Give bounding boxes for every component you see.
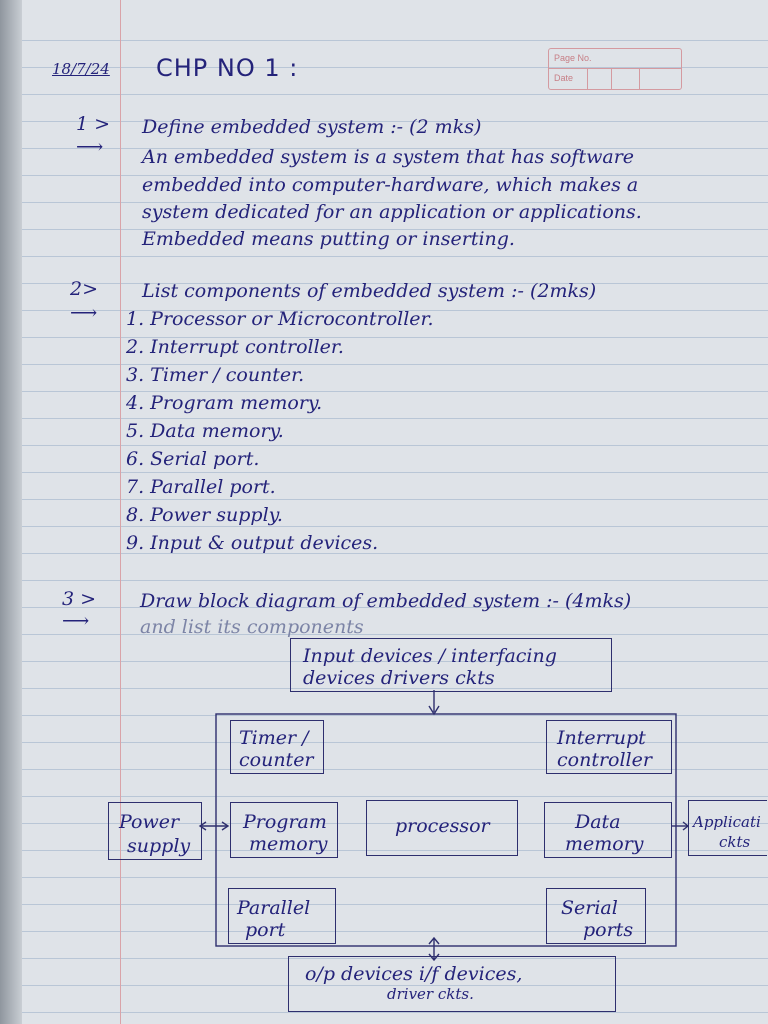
q3-number: 3 > (62, 588, 97, 610)
timer-counter-block (230, 720, 324, 774)
input-block-text: Input devices / interfacing (303, 645, 557, 667)
data-block-text: memory (565, 833, 644, 855)
q1-answer-line: embedded into computer-hardware, which makes a (142, 174, 639, 196)
data-memory-block (544, 802, 672, 858)
q1-arrow: ⟶ (76, 136, 104, 158)
q3-arrow: ⟶ (62, 610, 90, 632)
q2-list-item: 3. Timer / counter. (126, 364, 305, 386)
chapter-title: CHP NO 1 : (156, 54, 299, 82)
parallel-block-text: port (245, 919, 286, 941)
power-block-text: supply (127, 835, 191, 857)
output-devices-block (288, 956, 616, 1012)
output-block-text: o/p devices i/f devices, (305, 963, 523, 985)
q2-question: List components of embedded system :- (2mks) (142, 280, 597, 302)
page-no-label: Page No. (554, 53, 592, 63)
input-devices-block (290, 638, 612, 692)
timer-block-text: Timer / (239, 727, 309, 749)
date-label: Date (554, 73, 574, 83)
q3-question: Draw block diagram of embedded system :- (4mks) (140, 590, 632, 612)
q2-number: 2> (70, 278, 99, 300)
application-ckts-block (688, 800, 767, 856)
q2-list-item: 8. Power supply. (126, 504, 283, 526)
program-block-text: Program (243, 811, 327, 833)
q2-list-item: 5. Data memory. (126, 420, 284, 442)
date-note: 18/7/24 (52, 60, 110, 78)
input-block-text: devices drivers ckts (303, 667, 495, 689)
interrupt-controller-block (546, 720, 672, 774)
interrupt-block-text: controller (557, 749, 652, 771)
parallel-port-block (228, 888, 336, 944)
q1-answer-line: system dedicated for an application or applications. (142, 201, 642, 223)
q2-arrow: ⟶ (70, 302, 98, 324)
timer-block-text: counter (239, 749, 314, 771)
app-block-text: ckts (719, 833, 751, 851)
q2-list-item: 9. Input & output devices. (126, 532, 379, 554)
app-block-text: Applicati (693, 813, 761, 831)
q1-number: 1 > (76, 113, 111, 135)
q2-list-item: 2. Interrupt controller. (126, 336, 344, 358)
processor-block-text: processor (395, 815, 490, 837)
q1-answer-line: An embedded system is a system that has software (142, 146, 635, 168)
interrupt-block-text: Interrupt (557, 727, 646, 749)
program-memory-block (230, 802, 338, 858)
power-supply-block (108, 802, 202, 860)
processor-block (366, 800, 518, 856)
power-block-text: Power (119, 811, 180, 833)
parallel-block-text: Parallel (237, 897, 311, 919)
data-block-text: Data (575, 811, 621, 833)
serial-block-text: ports (583, 919, 634, 941)
q2-list-item: 1. Processor or Microcontroller. (126, 308, 434, 330)
q2-list-item: 7. Parallel port. (126, 476, 276, 498)
q1-question: Define embedded system :- (2 mks) (142, 116, 482, 138)
program-block-text: memory (249, 833, 328, 855)
output-block-text: driver ckts. (387, 985, 474, 1003)
q3-subline: and list its components (140, 616, 364, 638)
q2-list-item: 6. Serial port. (126, 448, 260, 470)
q2-list-item: 4. Program memory. (126, 392, 323, 414)
serial-ports-block (546, 888, 646, 944)
serial-block-text: Serial (561, 897, 618, 919)
q1-answer-line: Embedded means putting or inserting. (142, 228, 515, 250)
